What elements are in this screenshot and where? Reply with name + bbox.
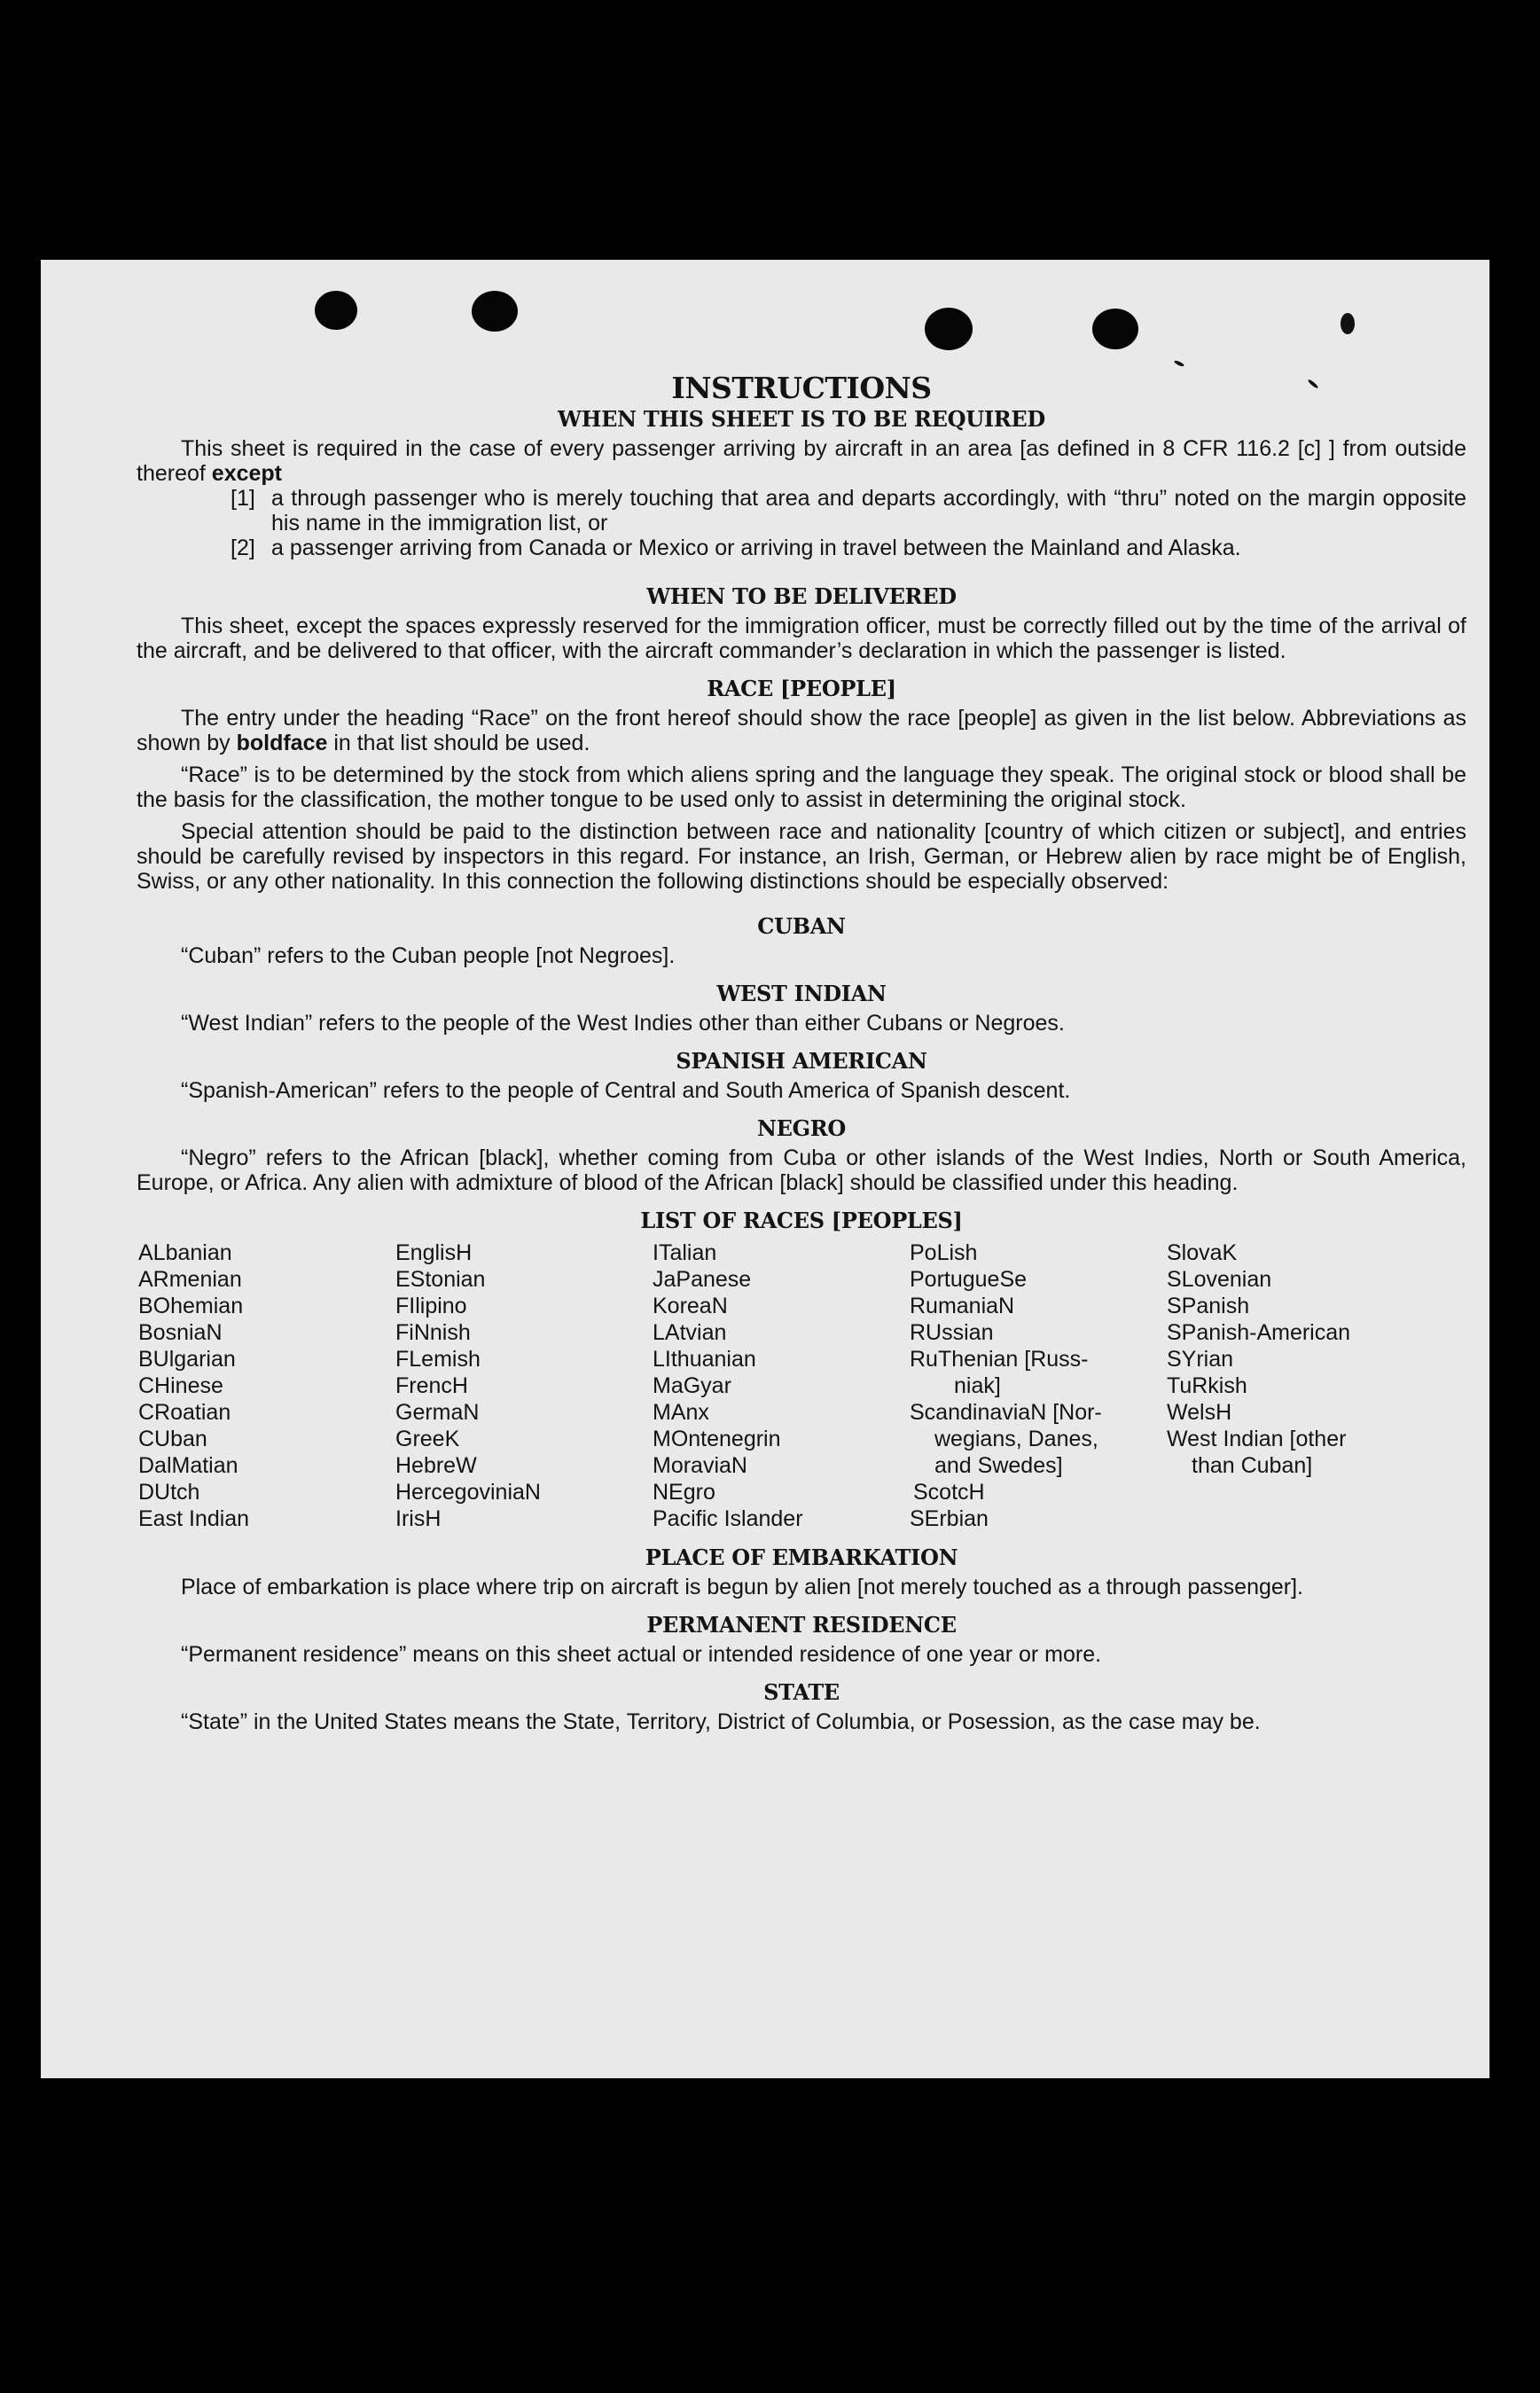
race-entry: MAnx xyxy=(653,1400,709,1425)
ink-speck xyxy=(1341,313,1355,334)
race-entry: SPanish xyxy=(1167,1294,1250,1318)
section-heading-embarkation: PLACE OF EMBARKATION xyxy=(645,1545,958,1570)
race-paragraph-2: “Race” is to be determined by the stock from which aliens spring and the language they speak. The original stock or blood shall be the basis for the classification, the mother tongue to be used only to assist in determining the original stock. xyxy=(137,762,1466,812)
punch-hole xyxy=(1092,309,1138,349)
section-heading-state: STATE xyxy=(763,1679,840,1705)
race-entry: CHinese xyxy=(138,1373,223,1398)
race-entry: RuThenian [Russ- xyxy=(910,1347,1089,1372)
race-entry-continued: wegians, Danes, xyxy=(934,1427,1098,1451)
race-entry: FiNnish xyxy=(395,1320,471,1345)
race-entry: ITalian xyxy=(653,1240,717,1265)
race-entry: WelsH xyxy=(1167,1400,1232,1425)
race-entry: BosniaN xyxy=(138,1320,223,1345)
race-entry: SLovenian xyxy=(1167,1267,1272,1292)
race-entry: ALbanian xyxy=(138,1240,232,1265)
race-entry: ScandinaviaN [Nor- xyxy=(910,1400,1102,1425)
section-heading-spanish-american: SPANISH AMERICAN xyxy=(676,1048,927,1074)
section-heading-cuban: CUBAN xyxy=(757,913,846,939)
races-column-3 xyxy=(653,1240,910,1532)
race-entry: HercegoviniaN xyxy=(395,1480,541,1505)
section-heading-race: RACE [PEOPLE] xyxy=(707,676,896,701)
ink-speck xyxy=(1174,360,1185,368)
race-entry: Pacific Islander xyxy=(653,1506,803,1531)
race-entry: West Indian [other xyxy=(1167,1427,1347,1451)
races-column-4 xyxy=(910,1240,1167,1532)
race-entry: CRoatian xyxy=(138,1400,231,1425)
race-entry: East Indian xyxy=(138,1506,250,1531)
race-entry: BOhemian xyxy=(138,1294,244,1318)
race-paragraph-1: The entry under the heading “Race” on the front hereof should show the race [people] as given in the list below. Abbreviations as shown by boldface in that list should be used. xyxy=(137,706,1466,755)
race-entry: ScotcH xyxy=(913,1480,985,1505)
section-heading-delivered: WHEN TO BE DELIVERED xyxy=(646,583,957,609)
race-entry: FrencH xyxy=(395,1373,468,1398)
negro-text: “Negro” refers to the African [black], whether coming from Cuba or other islands of the West Indies, North or South America, Europe, or Africa. Any alien with admixture of blood of the African [black] should be classified under this heading. xyxy=(137,1146,1466,1195)
race-entry: SYrian xyxy=(1167,1347,1234,1372)
section-heading-list: LIST OF RACES [PEOPLES] xyxy=(640,1208,963,1233)
races-column-1 xyxy=(138,1240,395,1532)
race-entry: FLemish xyxy=(395,1347,481,1372)
races-column-2 xyxy=(395,1240,653,1532)
race-entry: RUssian xyxy=(910,1320,994,1345)
required-item-1: [1] a through passenger who is merely touching that area and departs accordingly, with “thru” noted on the margin opposite his name in the immigration list, or xyxy=(231,486,1466,536)
section-heading-required: WHEN THIS SHEET IS TO BE REQUIRED xyxy=(558,406,1045,432)
embarkation-text: Place of embarkation is place where trip on aircraft is begun by alien [not merely touched as a through passenger]. xyxy=(181,1575,1303,1599)
race-entry: LAtvian xyxy=(653,1320,727,1345)
race-entry: MOntenegrin xyxy=(653,1427,781,1451)
race-entry: HebreW xyxy=(395,1453,477,1478)
punch-hole xyxy=(925,308,973,350)
race-entry-continued: and Swedes] xyxy=(934,1453,1063,1478)
section-heading-negro: NEGRO xyxy=(756,1115,847,1141)
race-paragraph-3: Special attention should be paid to the distinction between race and nationality [country of which citizen or subject], and entries should be carefully revised by inspectors in this regard. For instance, an Irish, German, or Hebrew alien by race might be of English, Swiss, or any other nationality. In this connection the following distinctions should be especially observed: xyxy=(137,819,1466,894)
race-entry: SPanish-American xyxy=(1167,1320,1351,1345)
race-entry: PoLish xyxy=(910,1240,978,1265)
race-entry: DalMatian xyxy=(138,1453,238,1478)
race-entry: LIthuanian xyxy=(653,1347,756,1372)
spanish-american-text: “Spanish-American” refers to the people of Central and South America of Spanish descent. xyxy=(181,1078,1071,1103)
race-entry: JaPanese xyxy=(653,1267,752,1292)
cuban-text: “Cuban” refers to the Cuban people [not Negroes]. xyxy=(181,943,676,968)
west-indian-text: “West Indian” refers to the people of the West Indies other than either Cubans or Negroes. xyxy=(181,1011,1065,1036)
instructions-content xyxy=(137,371,1466,1734)
punch-hole xyxy=(315,291,357,330)
race-entry: SErbian xyxy=(910,1506,989,1531)
race-entry: IrisH xyxy=(395,1506,442,1531)
required-intro: This sheet is required in the case of every passenger arriving by aircraft in an area [as defined in 8 CFR 116.2 [c] ] from outside thereof except xyxy=(137,436,1466,486)
race-entry: GermaN xyxy=(395,1400,480,1425)
race-entry: RumaniaN xyxy=(910,1294,1015,1318)
section-heading-residence: PERMANENT RESIDENCE xyxy=(646,1612,957,1638)
race-entry: PortugueSe xyxy=(910,1267,1028,1292)
required-item-2: [2] a passenger arriving from Canada or Mexico or arriving in travel between the Mainland and Alaska. xyxy=(231,536,1241,560)
race-entry: TuRkish xyxy=(1167,1373,1247,1398)
race-entry-continued: niak] xyxy=(954,1373,1001,1398)
race-entry: FIlipino xyxy=(395,1294,467,1318)
races-list xyxy=(138,1240,1466,1532)
race-entry: SlovaK xyxy=(1167,1240,1238,1265)
race-entry: BUlgarian xyxy=(138,1347,236,1372)
residence-text: “Permanent residence” means on this sheet actual or intended residence of one year or more. xyxy=(181,1642,1102,1667)
race-entry: MoraviaN xyxy=(653,1453,747,1478)
section-heading-west-indian: WEST INDIAN xyxy=(716,981,887,1006)
instruction-sheet xyxy=(41,260,1489,2078)
punch-hole xyxy=(472,291,518,332)
page-title: INSTRUCTIONS xyxy=(671,371,932,405)
race-entry: MaGyar xyxy=(653,1373,731,1398)
race-entry: GreeK xyxy=(395,1427,460,1451)
delivered-text: This sheet, except the spaces expressly reserved for the immigration officer, must be correctly filled out by the time of the arrival of the aircraft, and be delivered to that officer, with the aircraft commander’s declaration in which the passenger is listed. xyxy=(137,614,1466,663)
race-entry: KoreaN xyxy=(653,1294,728,1318)
state-text: “State” in the United States means the State, Territory, District of Columbia, or Posession, as the case may be. xyxy=(181,1709,1261,1734)
races-column-5 xyxy=(1167,1240,1424,1532)
race-entry: EStonian xyxy=(395,1267,486,1292)
race-entry: CUban xyxy=(138,1427,207,1451)
race-entry: NEgro xyxy=(653,1480,715,1505)
race-entry: DUtch xyxy=(138,1480,200,1505)
race-entry-continued: than Cuban] xyxy=(1192,1453,1313,1478)
race-entry: EnglisH xyxy=(395,1240,473,1265)
race-entry: ARmenian xyxy=(138,1267,242,1292)
